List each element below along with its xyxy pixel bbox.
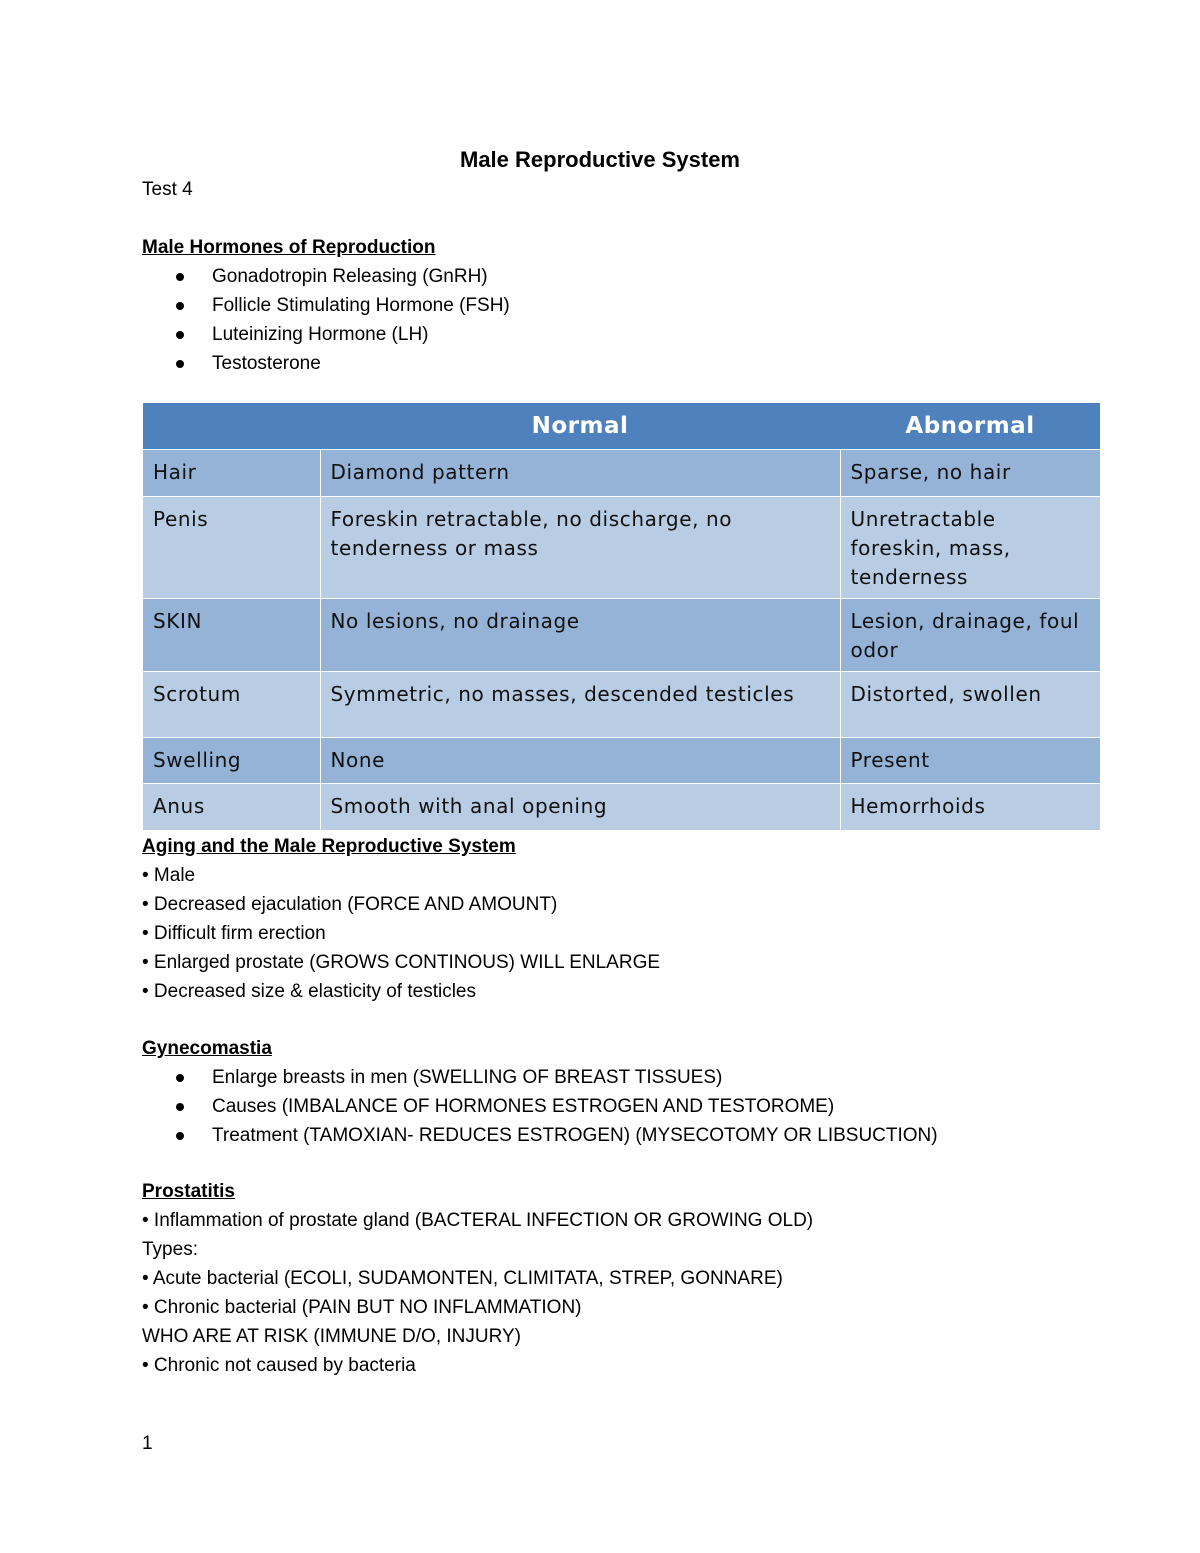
table-cell-normal: None <box>320 738 840 784</box>
list-item: • Decreased ejaculation (FORCE AND AMOUNT) <box>142 894 558 915</box>
table-cell-area: Swelling <box>143 738 320 784</box>
table-row <box>143 497 1100 599</box>
table-row <box>143 784 1100 830</box>
list-item: • Inflammation of prostate gland (BACTERAL INFECTION OR GROWING OLD) <box>142 1210 814 1231</box>
table-cell-normal: Symmetric, no masses, descended testicles <box>320 672 840 738</box>
table-cell-abnormal: Sparse, no hair <box>840 450 1100 497</box>
test-label: Test 4 <box>142 179 193 200</box>
table-cell-abnormal: Unretractable foreskin, mass, tenderness <box>840 497 1100 599</box>
table-row <box>143 738 1100 784</box>
list-item: Enlarge breasts in men (SWELLING OF BREAST TISSUES) <box>142 1063 938 1092</box>
list-item: • Chronic not caused by bacteria <box>142 1355 416 1376</box>
list-item: • Male <box>142 865 196 886</box>
hormones-list <box>142 262 510 378</box>
table-cell-normal: Foreskin retractable, no discharge, no tenderness or mass <box>320 497 840 599</box>
gynecomastia-heading: Gynecomastia <box>142 1038 272 1059</box>
list-item: Follicle Stimulating Hormone (FSH) <box>142 291 510 320</box>
exam-table-image <box>143 403 1100 818</box>
list-item: • Chronic bacterial (PAIN BUT NO INFLAMMATION) <box>142 1297 582 1318</box>
page-title: Male Reproductive System <box>460 147 740 172</box>
table-cell-normal: Smooth with anal opening <box>320 784 840 830</box>
list-item: • Enlarged prostate (GROWS CONTINOUS) WILL ENLARGE <box>142 952 661 973</box>
table-cell-abnormal: Lesion, drainage, foul odor <box>840 599 1100 672</box>
table-cell-area: SKIN <box>143 599 320 672</box>
list-item: Testosterone <box>142 349 510 378</box>
hormones-heading: Male Hormones of Reproduction <box>142 237 436 258</box>
table-cell-abnormal: Hemorrhoids <box>840 784 1100 830</box>
list-item: WHO ARE AT RISK (IMMUNE D/O, INJURY) <box>142 1326 521 1347</box>
list-item: • Acute bacterial (ECOLI, SUDAMONTEN, CLIMITATA, STREP, GONNARE) <box>142 1268 783 1289</box>
prostatitis-list <box>142 1206 813 1380</box>
aging-heading: Aging and the Male Reproductive System <box>142 836 516 857</box>
list-item: Causes (IMBALANCE OF HORMONES ESTROGEN AND TESTOROME) <box>142 1092 938 1121</box>
list-item: Luteinizing Hormone (LH) <box>142 320 510 349</box>
table-header-row <box>143 403 1100 450</box>
aging-list <box>142 861 660 1006</box>
table-row <box>143 450 1100 497</box>
exam-table <box>143 403 1101 830</box>
list-item: • Difficult firm erection <box>142 923 326 944</box>
list-item: • Decreased size & elasticity of testicles <box>142 981 477 1002</box>
table-cell-abnormal: Present <box>840 738 1100 784</box>
list-item: Treatment (TAMOXIAN- REDUCES ESTROGEN) (MYSECOTOMY OR LIBSUCTION) <box>142 1121 938 1150</box>
gynecomastia-list <box>142 1063 938 1150</box>
table-cell-area: Anus <box>143 784 320 830</box>
table-header-blank <box>143 403 320 450</box>
table-cell-abnormal: Distorted, swollen <box>840 672 1100 738</box>
table-header-abnormal: Abnormal <box>840 403 1100 450</box>
page-number: 1 <box>142 1433 153 1454</box>
table-header-normal: Normal <box>320 403 840 450</box>
prostatitis-heading: Prostatitis <box>142 1181 235 1202</box>
table-row <box>143 599 1100 672</box>
list-item: Types: <box>142 1239 198 1260</box>
list-item: Gonadotropin Releasing (GnRH) <box>142 262 510 291</box>
table-cell-normal: Diamond pattern <box>320 450 840 497</box>
table-cell-area: Penis <box>143 497 320 599</box>
table-row <box>143 672 1100 738</box>
table-cell-area: Scrotum <box>143 672 320 738</box>
table-cell-normal: No lesions, no drainage <box>320 599 840 672</box>
table-cell-area: Hair <box>143 450 320 497</box>
